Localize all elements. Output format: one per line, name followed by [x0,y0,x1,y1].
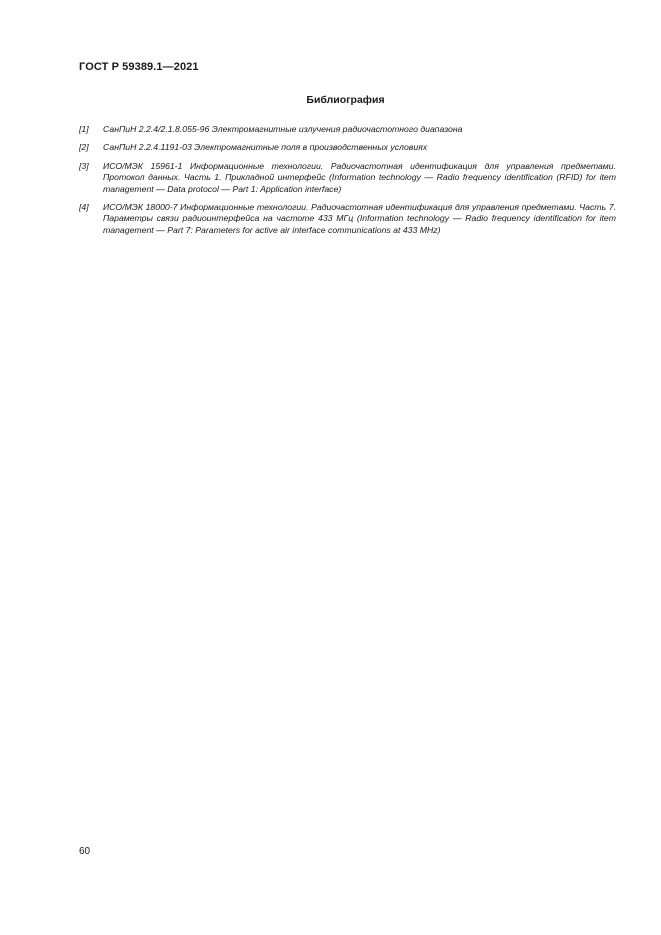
bibliography-entry [79,124,616,135]
entry-number: [4] [79,202,89,213]
entry-text: ИСО/МЭК 15961-1 Информационные технологии. Радиочастотная идентификация для управления предметами. Протокол данных. Часть 1. Прикладной интерфейс (Information technology — Radio frequency identification (RFID) for item management — Data protocol — Part 1: Application interface) [103,160,616,194]
entry-text: СанПиН 2.2.4/2.1.8.055-96 Электромагнитные излучения радиочастотного диапазона [103,124,463,134]
bibliography-list [79,124,616,243]
bibliography-entry [79,161,616,195]
entry-text: ИСО/МЭК 18000-7 Информационные технологии. Радиочастотная идентификация для управления предметами. Часть 7. Параметры связи радиоинтерфейса на частоте 433 МГц (Information technology — Radio frequency identification for item management — Part 7: Parameters for active air interface communications at 433 MHz) [103,202,616,235]
entry-text: СанПиН 2.2.4.1191-03 Электромагнитные поля в производственных условиях [103,142,428,153]
entry-number: [3] [79,160,89,171]
bibliography-entry [79,142,616,153]
page-number: 60 [79,846,91,857]
entry-number: [1] [79,124,89,134]
entry-number: [2] [79,142,89,153]
section-title: Библиография [306,94,385,106]
bibliography-entry [79,202,616,236]
standard-id-header: ГОСТ Р 59389.1—2021 [79,61,199,73]
